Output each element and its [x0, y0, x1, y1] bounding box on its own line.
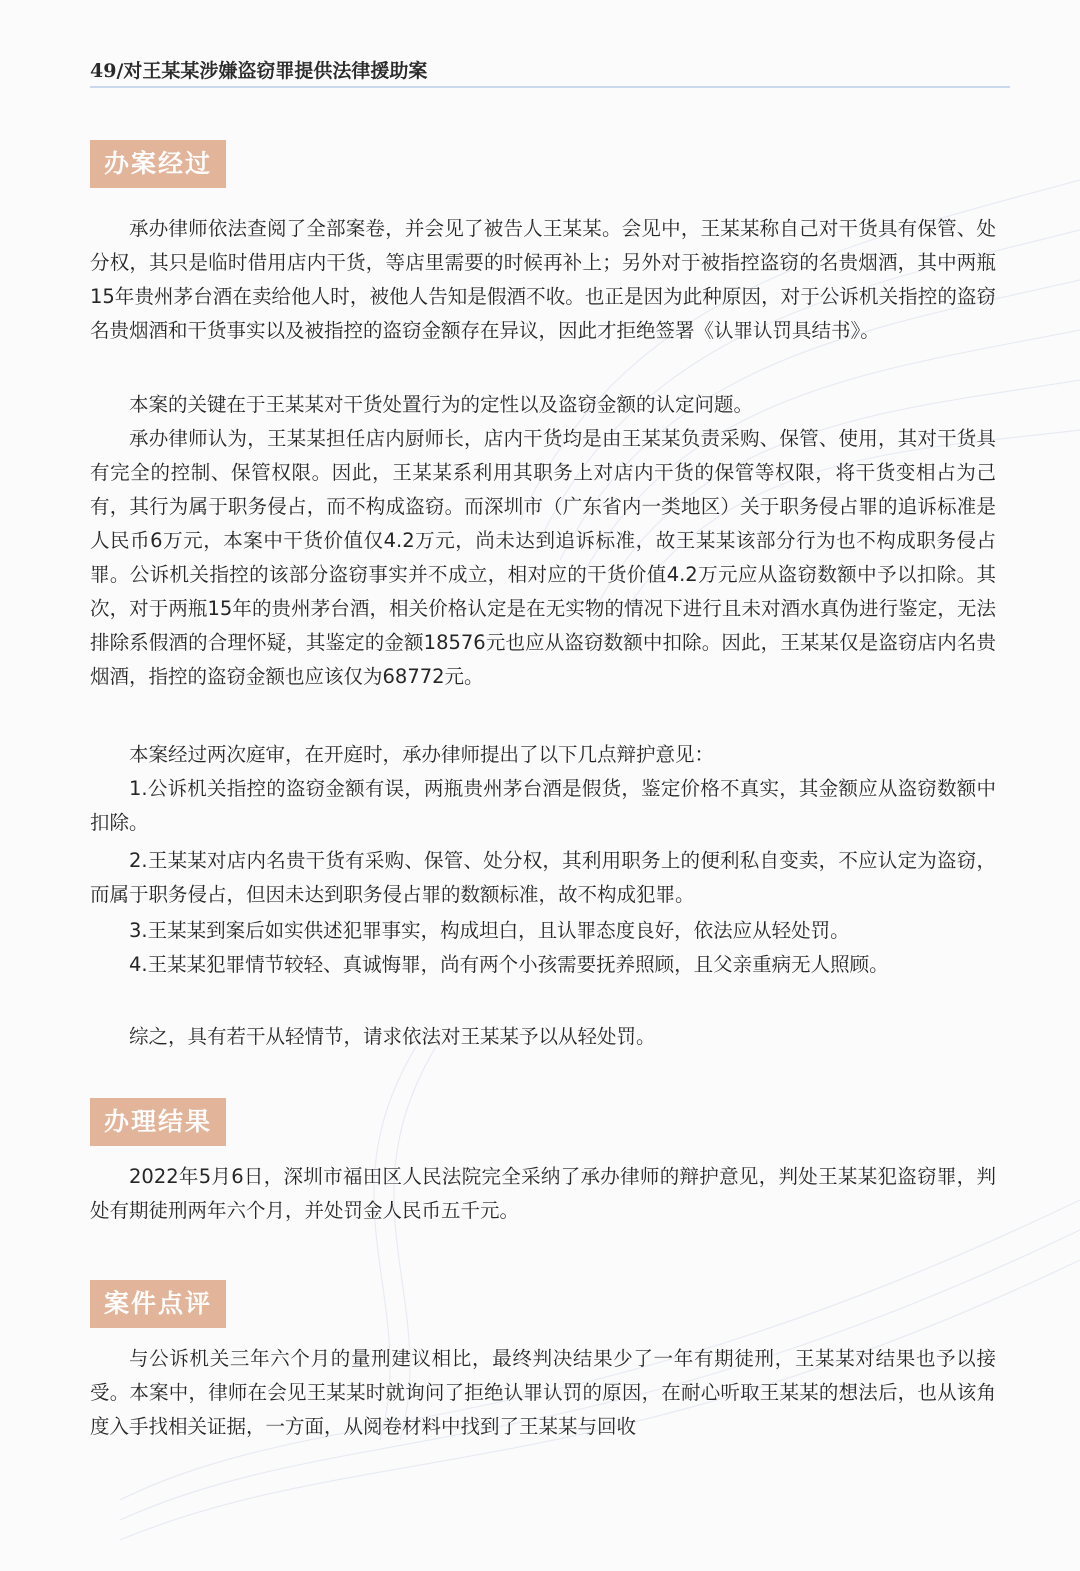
header-divider	[90, 86, 1010, 88]
paragraph: 综之，具有若干从轻情节，请求依法对王某某予以从轻处罚。	[129, 1025, 656, 1048]
page-header	[90, 56, 1010, 92]
defense-point: 2.王某某对店内名贵干货有采购、保管、处分权，其利用职务上的便利私自变卖，不应认定为盗窃，而属于职务侵占，但因未达到职务侵占罪的数额标准，故不构成犯罪。	[90, 849, 996, 906]
defense-point: 3.王某某到案后如实供述犯罪事实，构成坦白，且认罪态度良好，依法应从轻处罚。	[129, 919, 850, 942]
paragraph: 2022年5月6日，深圳市福田区人民法院完全采纳了承办律师的辩护意见，判处王某某犯盗窃罪，判处有期徒刑两年六个月，并处罚金人民币五千元。	[90, 1165, 996, 1222]
paragraph: 承办律师依法查阅了全部案卷，并会见了被告人王某某。会见中，王某某称自己对干货具有保管、处分权，其只是临时借用店内干货，等店里需要的时候再补上；另外对于被指控盗窃的名贵烟酒，其中两瓶15年贵州茅台酒在卖给他人时，被他人告知是假酒不收。也正是因为此种原因，对于公诉机关指控的盗窃名贵烟酒和干货事实以及被指控的盗窃金额存在异议，因此才拒绝签署《认罪认罚具结书》。	[90, 217, 996, 342]
page-title: 49/对王某某涉嫌盗窃罪提供法律援助案	[90, 60, 428, 82]
paragraph: 本案经过两次庭审，在开庭时，承办律师提出了以下几点辩护意见：	[129, 743, 715, 766]
paragraph: 承办律师认为，王某某担任店内厨师长，店内干货均是由王某某负责采购、保管、使用，其对干货具有完全的控制、保管权限。因此，王某某系利用其职务上对店内干货的保管等权限，将干货变相占为己有，其行为属于职务侵占，而不构成盗窃。而深圳市（广东省内一类地区）关于职务侵占罪的追诉标准是人民币6万元，本案中干货价值仅4.2万元，尚未达到追诉标准，故王某某该部分行为也不构成职务侵占罪。公诉机关指控的该部分盗窃事实并不成立，相对应的干货价值4.2万元应从盗窃数额中予以扣除。其次，对于两瓶15年的贵州茅台酒，相关价格认定是在无实物的情况下进行且未对酒水真伪进行鉴定，无法排除系假酒的合理怀疑，其鉴定的金额18576元也应从盗窃数额中扣除。因此，王某某仅是盗窃店内名贵烟酒，指控的盗窃金额也应该仅为68772元。	[90, 427, 996, 688]
paragraph: 本案的关键在于王某某对干货处置行为的定性以及盗窃金额的认定问题。	[129, 393, 754, 416]
section-heading-result: 办理结果	[90, 1098, 226, 1146]
section-heading-commentary: 案件点评	[90, 1280, 226, 1328]
section-heading-case-process: 办案经过	[90, 140, 226, 188]
paragraph: 与公诉机关三年六个月的量刑建议相比，最终判决结果少了一年有期徒刑，王某某对结果也予以接受。本案中，律师在会见王某某时就询问了拒绝认罪认罚的原因，在耐心听取王某某的想法后，也从该角度入手找相关证据，一方面，从阅卷材料中找到了王某某与回收	[90, 1347, 996, 1438]
defense-point: 4.王某某犯罪情节较轻、真诚悔罪，尚有两个小孩需要抚养照顾，且父亲重病无人照顾。	[129, 953, 889, 976]
defense-point: 1.公诉机关指控的盗窃金额有误，两瓶贵州茅台酒是假货，鉴定价格不真实，其金额应从盗窃数额中扣除。	[90, 777, 996, 834]
